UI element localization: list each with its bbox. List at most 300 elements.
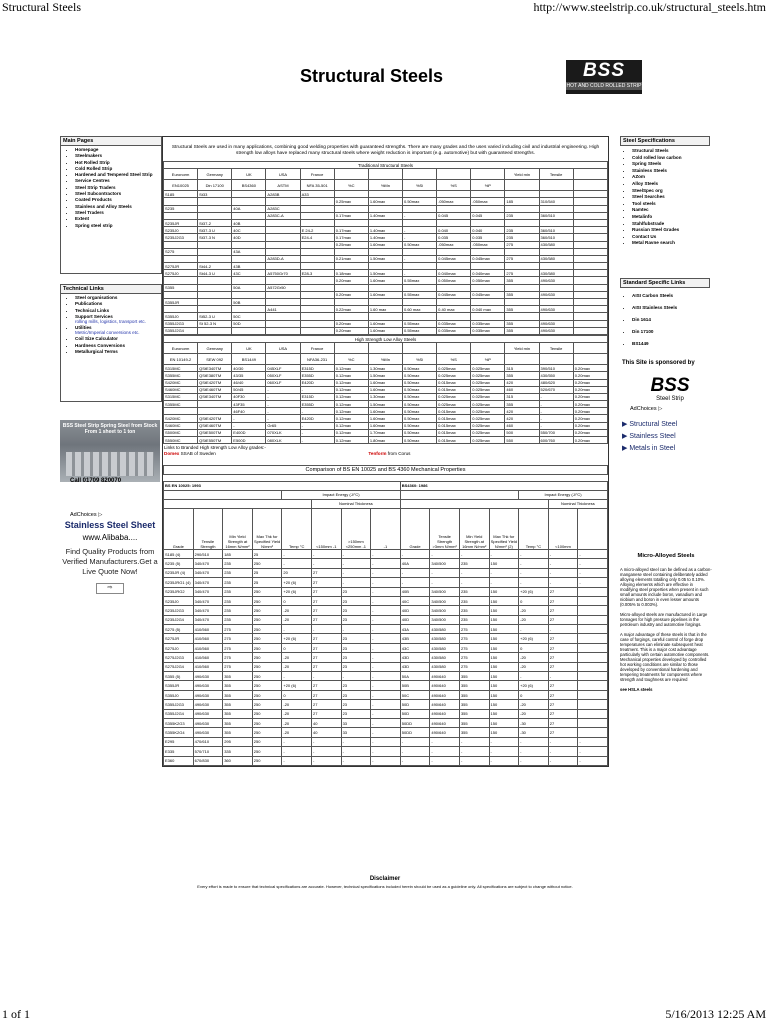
- table-cell: 0.015max: [437, 429, 471, 436]
- table-cell: 355: [505, 401, 539, 408]
- table-cell: 150: [489, 625, 519, 634]
- table-cell: -30: [519, 728, 549, 737]
- links-label: Links to Branded High strength Low Alloy grades:-: [164, 444, 266, 450]
- header-cell: %P: [471, 180, 505, 191]
- table-cell: S235: [164, 205, 198, 212]
- table-cell: 355: [223, 690, 253, 699]
- table-cell: 250: [252, 756, 282, 765]
- table-cell: St52-3 U: [198, 313, 232, 320]
- table-cell: [437, 299, 471, 306]
- table-cell: 0.50max: [402, 415, 436, 422]
- table-row: [164, 327, 608, 334]
- table-header-row: [164, 180, 608, 191]
- sidebar-link[interactable]: • Stainless and Alloy Steels: [75, 204, 161, 209]
- table-cell: [164, 408, 198, 415]
- table-row: [164, 408, 608, 415]
- table-cell: [164, 277, 198, 284]
- print-title: Structural Steels: [2, 0, 81, 14]
- table-cell: [573, 227, 607, 234]
- spec-link[interactable]: • Steel Searches: [632, 194, 710, 199]
- table-cell: [198, 212, 232, 219]
- ad-link[interactable]: ▶ Metals in Steel: [622, 445, 676, 452]
- standard-link[interactable]: • Din 17100: [632, 329, 710, 334]
- ad-link[interactable]: ▶ Stainless Steel: [622, 433, 676, 440]
- table-header-row: [164, 169, 608, 180]
- table-cell: QStE460TM: [198, 422, 232, 429]
- technical-link[interactable]: • Coil Size Calculator: [75, 336, 161, 341]
- table-cell: 150: [489, 690, 519, 699]
- table-cell: 50C: [400, 690, 430, 699]
- header-cell: Germany: [198, 343, 232, 354]
- table-cell: 235: [223, 615, 253, 624]
- table-cell: E28-3: [300, 270, 334, 277]
- table-cell: 0.20max: [573, 429, 607, 436]
- table-cell: 0.035max: [437, 320, 471, 327]
- header-cell: %S: [437, 180, 471, 191]
- table-cell: [334, 219, 368, 226]
- sidebar-link[interactable]: • Cold Rolled Strip: [75, 166, 161, 171]
- table-cell: 550/700: [539, 429, 573, 436]
- table-cell: -20: [519, 606, 549, 615]
- technical-link[interactable]: • Steel organisations: [75, 295, 161, 300]
- table-cell: [505, 263, 539, 270]
- comparison-row: [164, 578, 608, 587]
- spec-link[interactable]: • Spring Steels: [632, 161, 710, 166]
- table-cell: 520/670: [539, 386, 573, 393]
- table-cell: -: [519, 737, 549, 746]
- table-cell: 355: [505, 291, 539, 298]
- table-cell: 0.025max: [471, 408, 505, 415]
- sidebar-link[interactable]: • Extent: [75, 216, 161, 221]
- table-cell: 23: [341, 643, 371, 652]
- table-cell: 235: [505, 212, 539, 219]
- table-cell: [578, 596, 608, 605]
- table-cell: 235: [223, 578, 253, 587]
- impact-heading-right: Impact Energy (J/°C): [519, 490, 608, 499]
- table-cell: 1.80max: [368, 437, 402, 444]
- header-cell: Yield min: [505, 343, 539, 354]
- header-cell: [573, 343, 607, 354]
- table-cell: S185 (4): [164, 549, 194, 558]
- table-cell: -: [400, 578, 430, 587]
- table-cell: S355J0: [164, 690, 194, 699]
- table-cell: S315MC: [164, 393, 198, 400]
- domex-link[interactable]: Domex: [164, 450, 180, 456]
- table-cell: 27: [548, 606, 578, 615]
- table-cell: S235JRG2: [164, 587, 194, 596]
- header-cell: France: [300, 343, 334, 354]
- table-cell: [164, 291, 198, 298]
- table-cell: 235: [459, 587, 489, 596]
- table-cell: 150: [489, 718, 519, 727]
- sidebar-link[interactable]: • Service Centres: [75, 178, 161, 183]
- table-cell: [334, 313, 368, 320]
- table-cell: [300, 291, 334, 298]
- table-cell: 27: [311, 568, 341, 577]
- table-cell: 050XLF: [266, 372, 300, 379]
- table-cell: 355: [223, 709, 253, 718]
- spec-link[interactable]: • Stahlfubstrade: [632, 221, 710, 226]
- spec-link[interactable]: • AZom: [632, 174, 710, 179]
- table-cell: 1.60 max: [368, 306, 402, 313]
- table-cell: [368, 313, 402, 320]
- table-cell: [300, 248, 334, 255]
- table-cell: -20: [282, 662, 312, 671]
- table-cell: 20: [282, 568, 312, 577]
- table-cell: 27: [548, 587, 578, 596]
- table-cell: -: [519, 672, 549, 681]
- table-cell: .050max: [437, 241, 471, 248]
- table-cell: [334, 299, 368, 306]
- table-cell: 0: [282, 596, 312, 605]
- ad-link[interactable]: ▶ Structural Steel: [622, 421, 678, 428]
- table-cell: -: [400, 756, 430, 765]
- table-cell: 355: [459, 718, 489, 727]
- standard-links-panel: [620, 278, 710, 353]
- table-cell: 150: [489, 615, 519, 624]
- table-cell: 250: [252, 625, 282, 634]
- table-cell: 490/630: [193, 672, 223, 681]
- table-cell: [578, 662, 608, 671]
- standard-link[interactable]: • AISI Stainless Steels: [632, 305, 710, 310]
- table-row: [164, 198, 608, 205]
- table-cell: 235: [505, 234, 539, 241]
- table-cell: 430/580: [539, 270, 573, 277]
- table-cell: S235JRG1 (4): [164, 578, 194, 587]
- table-cell: 0.12max: [334, 401, 368, 408]
- table-cell: 50DD: [400, 718, 430, 727]
- table-cell: 250: [252, 634, 282, 643]
- main-pages-heading: Main Pages: [61, 137, 161, 146]
- arrow-right-icon[interactable]: ⇨: [96, 583, 124, 594]
- table-cell: 275: [505, 270, 539, 277]
- table-cell: 27: [548, 643, 578, 652]
- table-cell: S235J2G3: [164, 234, 198, 241]
- spec-link[interactable]: • Namtec: [632, 207, 710, 212]
- table-cell: 27: [548, 615, 578, 624]
- table-cell: -: [341, 559, 371, 568]
- table-cell: 490/630: [539, 291, 573, 298]
- table-cell: [232, 255, 266, 262]
- table-cell: 50A: [232, 284, 266, 291]
- alibaba-ad-title[interactable]: Stainless Steel Sheet: [64, 520, 156, 530]
- table-cell: 460: [505, 386, 539, 393]
- table-cell: S355JR: [164, 299, 198, 306]
- table-cell: E315D: [300, 393, 334, 400]
- header-cell: [471, 343, 505, 354]
- header-cell: [437, 343, 471, 354]
- header-cell: [505, 180, 539, 191]
- adchoices-right[interactable]: AdChoices ▷: [630, 406, 663, 412]
- comparison-row: [164, 690, 608, 699]
- technical-link[interactable]: • Technical Links: [75, 308, 161, 313]
- sponsor-text: This Site is sponsored by: [622, 360, 695, 366]
- table-cell: -: [578, 747, 608, 756]
- bsen-label: BS EN 10025: 1993: [164, 481, 401, 490]
- table-cell: S420MC: [164, 415, 198, 422]
- table-cell: 430/580: [430, 662, 460, 671]
- sidebar-link[interactable]: • Spring steel strip: [75, 223, 161, 228]
- spec-link[interactable]: • SteelSpec org: [632, 188, 710, 193]
- sidebar-link[interactable]: • Hot Rolled Strip: [75, 160, 161, 165]
- table-cell: E 24-2: [300, 227, 334, 234]
- table-cell: 150: [489, 559, 519, 568]
- table-cell: 27: [548, 681, 578, 690]
- header-cell: Euronorm: [164, 169, 198, 180]
- header-cell: France: [300, 169, 334, 180]
- table-cell: 46/40: [232, 379, 266, 386]
- table-cell: 0.025max: [437, 365, 471, 372]
- table-cell: [334, 284, 368, 291]
- table-cell: [573, 263, 607, 270]
- comparison-row: [164, 615, 608, 624]
- table-cell: 0.12max: [334, 429, 368, 436]
- table-cell: S420MC: [164, 379, 198, 386]
- table-cell: 490/640: [430, 690, 460, 699]
- technical-link[interactable]: • Metallurgical Terms: [75, 349, 161, 354]
- table-cell: 355: [459, 672, 489, 681]
- table-cell: -20: [282, 653, 312, 662]
- table-cell: 0.12max: [334, 415, 368, 422]
- table-cell: 27: [548, 690, 578, 699]
- print-footer: [0, 1007, 768, 1024]
- standard-link[interactable]: • AISI Carbon Steels: [632, 293, 710, 298]
- technical-link[interactable]: • Support Services rolling mills, logistics, transport etc.: [75, 314, 161, 324]
- table-cell: 27: [311, 700, 341, 709]
- table-cell: [266, 241, 300, 248]
- table-cell: [505, 284, 539, 291]
- table-cell: 150: [489, 653, 519, 662]
- table-cell: 27: [311, 615, 341, 624]
- table-row: [164, 365, 608, 372]
- micro-para-2: Micro-alloyed steels are manufactured in Large tonnages for high pressure pipelines in the petroleum industry and automotive forgings.: [620, 612, 708, 627]
- table-cell: A33: [300, 191, 334, 198]
- table-cell: 235: [459, 559, 489, 568]
- table-cell: -20: [519, 653, 549, 662]
- table-cell: S460MC: [164, 386, 198, 393]
- table-cell: 340/470: [193, 568, 223, 577]
- header-cell: Din 17100: [198, 180, 232, 191]
- table-row: [164, 320, 608, 327]
- table-cell: -: [459, 747, 489, 756]
- header-cell: ASTM: [266, 180, 300, 191]
- table-cell: S275J2G4: [164, 662, 194, 671]
- table-cell: 235: [223, 559, 253, 568]
- impact-heading: Impact Energy (J/°C): [282, 490, 400, 499]
- spec-link[interactable]: • Metal Ravne search: [632, 240, 710, 245]
- table-cell: 250: [252, 718, 282, 727]
- table-cell: S355MC: [164, 372, 198, 379]
- bss-sponsor-logo[interactable]: [640, 376, 700, 402]
- table-cell: 50D: [232, 320, 266, 327]
- table-cell: 275: [505, 255, 539, 262]
- table-cell: S500MC: [164, 429, 198, 436]
- print-header: [0, 0, 768, 14]
- table-cell: 0.40 max: [437, 306, 471, 313]
- tenform-link[interactable]: Tenform: [368, 450, 387, 456]
- disclaimer-text: Every effort is made to ensure that technical specifications are accurate. However, technical specifications included herein should be used as a guideline only. All specifications are subject to change without notice.: [197, 884, 573, 889]
- sidebar-link[interactable]: • Hardened and Tempered Steel Strip: [75, 172, 161, 177]
- table-cell: 0: [282, 690, 312, 699]
- sidebar-link[interactable]: • Coated Products: [75, 197, 161, 202]
- table-cell: [539, 205, 573, 212]
- table-cell: A572Gr50: [266, 284, 300, 291]
- spring-steel-ad[interactable]: [60, 420, 160, 482]
- sidebar-link[interactable]: • Steel Traders: [75, 210, 161, 215]
- spec-link[interactable]: • Contact Us: [632, 234, 710, 239]
- table-cell: 0.20max: [573, 401, 607, 408]
- table-cell: 430/580: [430, 634, 460, 643]
- table-cell: -: [402, 255, 436, 262]
- table-cell: -: [459, 756, 489, 765]
- table-cell: 360/510: [539, 234, 573, 241]
- table-cell: 420: [505, 415, 539, 422]
- table-cell: 27: [311, 596, 341, 605]
- table-cell: 0.55max: [402, 277, 436, 284]
- table-cell: [232, 291, 266, 298]
- technical-link[interactable]: • Utilities Metric/Imperial conversions etc.: [75, 325, 161, 335]
- table-cell: 0.050max: [437, 277, 471, 284]
- hsla-link[interactable]: see HSLA steels: [620, 687, 653, 692]
- comparison-row: [164, 681, 608, 690]
- table-cell: 150: [489, 606, 519, 615]
- table-cell: [471, 248, 505, 255]
- table-cell: -: [548, 625, 578, 634]
- table-cell: [164, 212, 198, 219]
- table-cell: 27: [548, 709, 578, 718]
- table-cell: 27: [311, 653, 341, 662]
- spec-link[interactable]: • Stainless Steels: [632, 168, 710, 173]
- table-cell: 0.25max: [334, 198, 368, 205]
- header-cell: Euronorm: [164, 343, 198, 354]
- table-cell: 430/580: [539, 255, 573, 262]
- table-cell: -: [341, 756, 371, 765]
- table-cell: -20: [519, 700, 549, 709]
- spec-link[interactable]: • Structural Steels: [632, 148, 710, 153]
- table-cell: 27: [548, 700, 578, 709]
- bss-logo[interactable]: [566, 60, 642, 94]
- header-cell: USA: [266, 343, 300, 354]
- table-cell: 235: [223, 606, 253, 615]
- sidebar-link[interactable]: • Steel Subcontractors: [75, 191, 161, 196]
- header-cell: [334, 169, 368, 180]
- table-cell: -: [266, 408, 300, 415]
- table-row: [164, 306, 608, 313]
- table-cell: 0.20max: [573, 379, 607, 386]
- table-cell: 27: [311, 606, 341, 615]
- table-cell: 250: [252, 662, 282, 671]
- table-cell: 275: [459, 653, 489, 662]
- table-row: [164, 248, 608, 255]
- table-cell: 250: [252, 615, 282, 624]
- table-cell: 470/610: [193, 737, 223, 746]
- table-cell: 360/510: [539, 212, 573, 219]
- table-cell: 250: [252, 737, 282, 746]
- standard-link[interactable]: • Din 1614: [632, 317, 710, 322]
- table-cell: 23: [341, 700, 371, 709]
- table-cell: 185: [223, 549, 253, 558]
- header-cell: [573, 180, 607, 191]
- sidebar-link[interactable]: • Steelmakers: [75, 153, 161, 158]
- header-cell: Yield min: [505, 169, 539, 180]
- table-cell: [505, 248, 539, 255]
- table-cell: -: [539, 408, 573, 415]
- sidebar-link[interactable]: • Homepage: [75, 147, 161, 152]
- table-cell: -: [548, 737, 578, 746]
- header-cell: Tensile: [539, 343, 573, 354]
- header-cell: %Si: [402, 180, 436, 191]
- table-cell: 250: [252, 559, 282, 568]
- table-cell: 0.50max: [402, 401, 436, 408]
- header-cell: UK: [232, 343, 266, 354]
- table-cell: 490/640: [430, 728, 460, 737]
- table-cell: [368, 263, 402, 270]
- comparison-table: [163, 481, 608, 766]
- table-cell: 0.20max: [334, 327, 368, 334]
- spec-link[interactable]: • Metalinfo: [632, 214, 710, 219]
- table-cell: S355J2G4: [164, 709, 194, 718]
- spec-link[interactable]: • Russian Steel Grades: [632, 227, 710, 232]
- sponsor-logo-text: BSS: [650, 375, 690, 396]
- table-cell: 0.20max: [573, 386, 607, 393]
- table-cell: St37-3 N: [198, 234, 232, 241]
- table-row: [164, 205, 608, 212]
- table-cell: -: [400, 549, 430, 558]
- table-cell: S275J0: [164, 270, 198, 277]
- table-cell: [164, 255, 198, 262]
- table-cell: 315: [505, 365, 539, 372]
- table-cell: 080XLK: [266, 437, 300, 444]
- table-cell: 0.025max: [471, 379, 505, 386]
- table-cell: S235JR (4): [164, 568, 194, 577]
- table-cell: -: [371, 625, 401, 634]
- table-cell: -: [519, 747, 549, 756]
- table-row: [164, 393, 608, 400]
- table-cell: 1.30max: [368, 365, 402, 372]
- table-cell: E335: [164, 747, 194, 756]
- table-cell: 40D: [400, 615, 430, 624]
- table-cell: [578, 718, 608, 727]
- table-cell: 25: [252, 549, 282, 558]
- table-cell: 150: [489, 643, 519, 652]
- spec-link[interactable]: • Alloy Steels: [632, 181, 710, 186]
- technical-link[interactable]: • Hardness Conversions: [75, 343, 161, 348]
- header-cell: Min Yield Strength at 16mm N/mm²: [223, 508, 253, 549]
- table-cell: -: [578, 559, 608, 568]
- table-cell: 27: [311, 634, 341, 643]
- sidebar-link[interactable]: • Steel Strip Traders: [75, 185, 161, 190]
- standard-link[interactable]: • BS1449: [632, 341, 710, 346]
- table-cell: -: [539, 415, 573, 422]
- table-cell: 250: [252, 681, 282, 690]
- table-cell: -20: [282, 700, 312, 709]
- technical-link[interactable]: • Publications: [75, 301, 161, 306]
- spec-link[interactable]: • Cold rolled low carbon: [632, 155, 710, 160]
- table-cell: 43D: [400, 653, 430, 662]
- adchoices-left[interactable]: AdChoices ▷: [70, 512, 103, 518]
- intro-text: Structural Steels are used in many applications, combining good welding properties with guaranteed strengths. There are many grades and the uses varied including civil and industrial engineering. High strength low alloys have replaced many structural steels where weight reduction is important (e.g. automotive) but with guaranteed strengths.: [171, 145, 600, 156]
- spec-link[interactable]: • Tool steels: [632, 201, 710, 206]
- table-cell: -: [371, 672, 401, 681]
- brand-links: [163, 450, 608, 456]
- header-cell: SEW 092: [198, 354, 232, 365]
- table-cell: -: [371, 700, 401, 709]
- table-cell: -: [341, 672, 371, 681]
- table-cell: [368, 205, 402, 212]
- comparison-row: [164, 737, 608, 746]
- alibaba-ad[interactable]: [60, 520, 160, 594]
- header-cell: %P: [471, 354, 505, 365]
